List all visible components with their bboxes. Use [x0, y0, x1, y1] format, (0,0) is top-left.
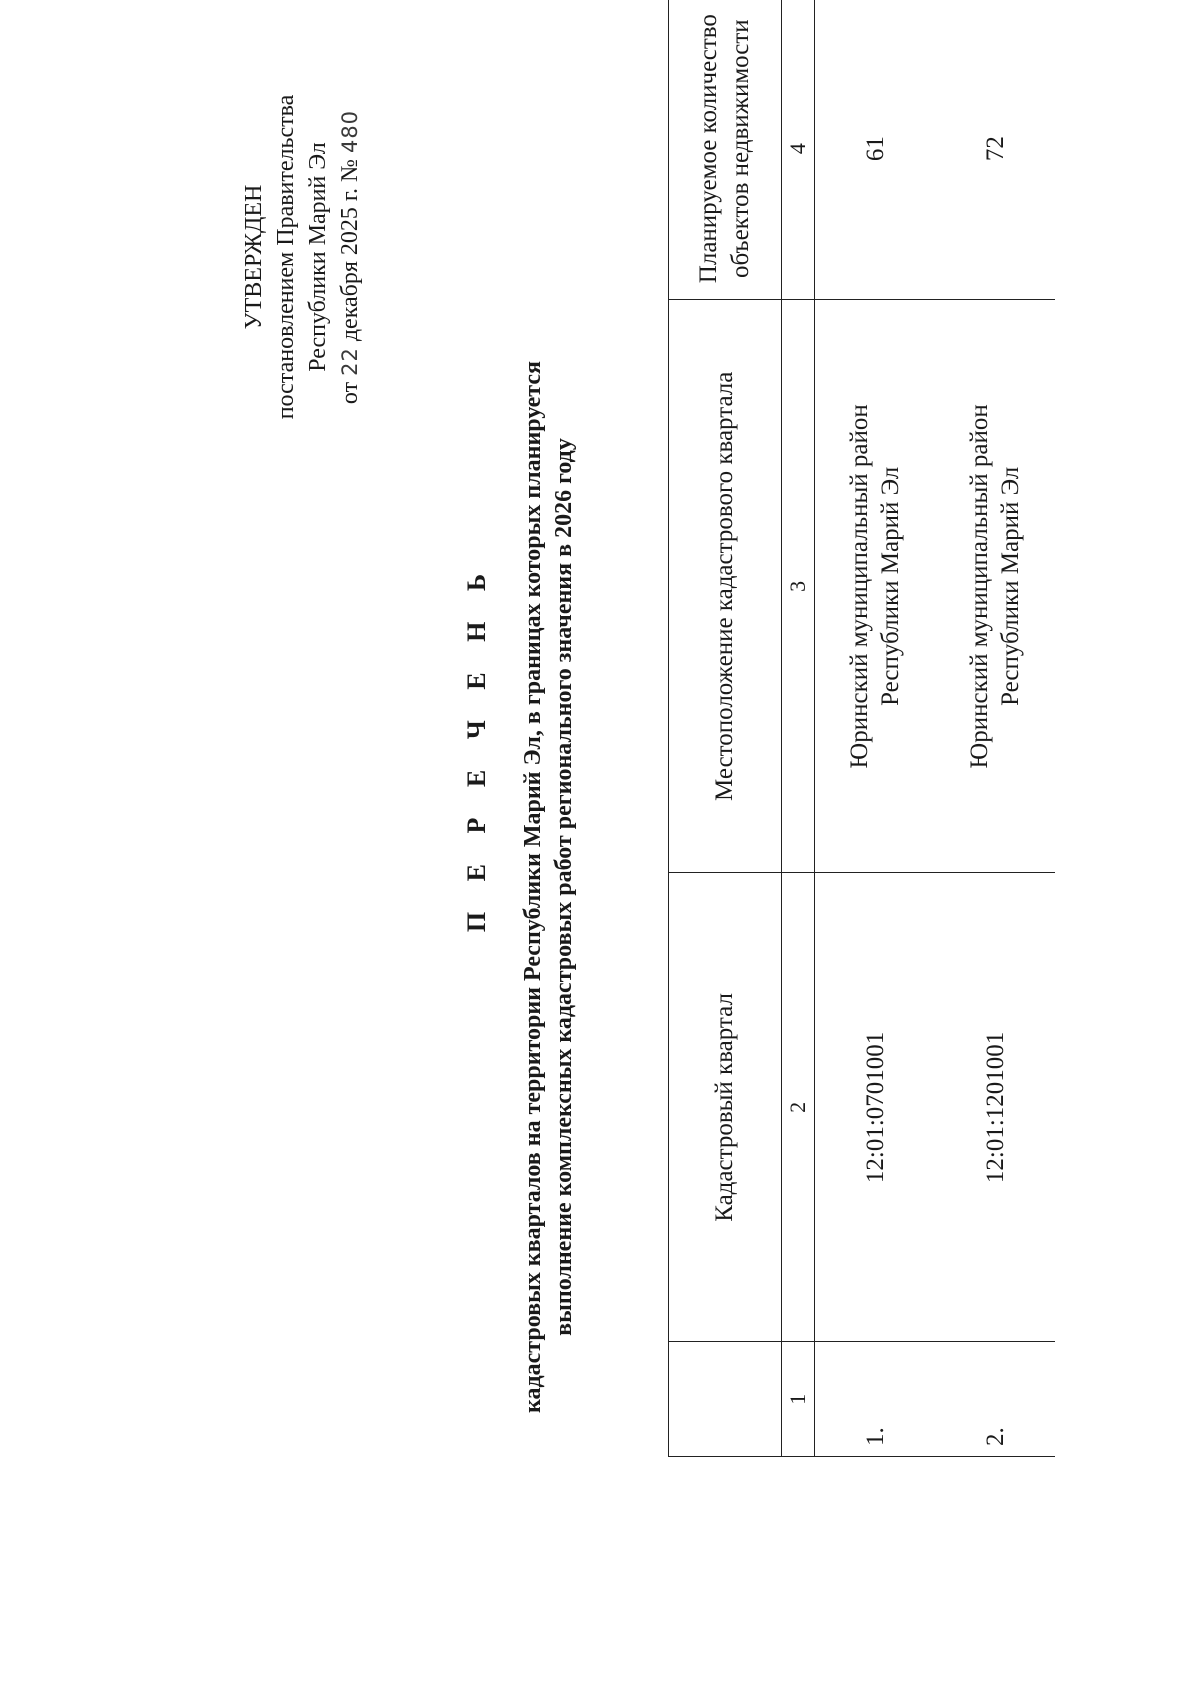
subtitle-line-1: кадастровых кварталов на территории Республики Марий Эл, в границах которых планируется [520, 361, 546, 1413]
table-header-row [669, 0, 782, 1457]
document-title: П Е Р Е Ч Е Н Ь [462, 561, 491, 933]
row-number: 2. [935, 1342, 1055, 1457]
table-row [935, 0, 1055, 1457]
subtitle-line-2: выполнение комплексных кадастровых работ регионального значения в 2026 году [551, 438, 577, 1336]
header-planned-count: Планируемое количество объектов недвижимости [669, 0, 782, 300]
planned-count-cell: 72 [935, 0, 1055, 300]
planned-count-cell: 61 [815, 0, 936, 300]
approval-date-day: 22 [338, 347, 362, 376]
cadastral-quarter-cell: 12:01:1201001 [935, 873, 1055, 1342]
approval-date-line [334, 47, 366, 467]
location-line-1: Юринский муниципальный район [966, 404, 993, 769]
column-index-3: 3 [782, 300, 815, 873]
location-cell [935, 300, 1055, 873]
table-column-index-row [782, 0, 815, 1457]
approval-republic-line: Республики Марий Эл [305, 142, 331, 372]
row-number: 1. [815, 1342, 936, 1457]
cadastral-quarter-cell: 12:01:0701001 [815, 873, 936, 1342]
header-location: Местоположение кадастрового квартала [669, 300, 782, 873]
column-index-4: 4 [782, 0, 815, 300]
approval-heading: УТВЕРЖДЕН [241, 184, 267, 330]
location-line-2: Республики Марий Эл [877, 466, 904, 706]
approval-date-prefix: от [337, 381, 363, 405]
table-row [815, 0, 936, 1457]
location-line-1: Юринский муниципальный район [846, 404, 873, 769]
header-cadastral-quarter: Кадастровый квартал [669, 873, 782, 1342]
column-index-1: 1 [782, 1342, 815, 1457]
cadastral-quarters-table [668, 0, 1055, 1457]
document-subtitle [518, 237, 580, 1537]
approval-decree-line: постановлением Правительства [273, 94, 299, 420]
approval-date-rest: декабря 2025 г. № [337, 159, 363, 342]
location-line-2: Республики Марий Эл [997, 466, 1024, 706]
location-cell [815, 300, 936, 873]
approval-stamp-block [238, 47, 366, 467]
approval-doc-number: 480 [338, 109, 362, 154]
column-index-2: 2 [782, 873, 815, 1342]
header-num [669, 1342, 782, 1457]
